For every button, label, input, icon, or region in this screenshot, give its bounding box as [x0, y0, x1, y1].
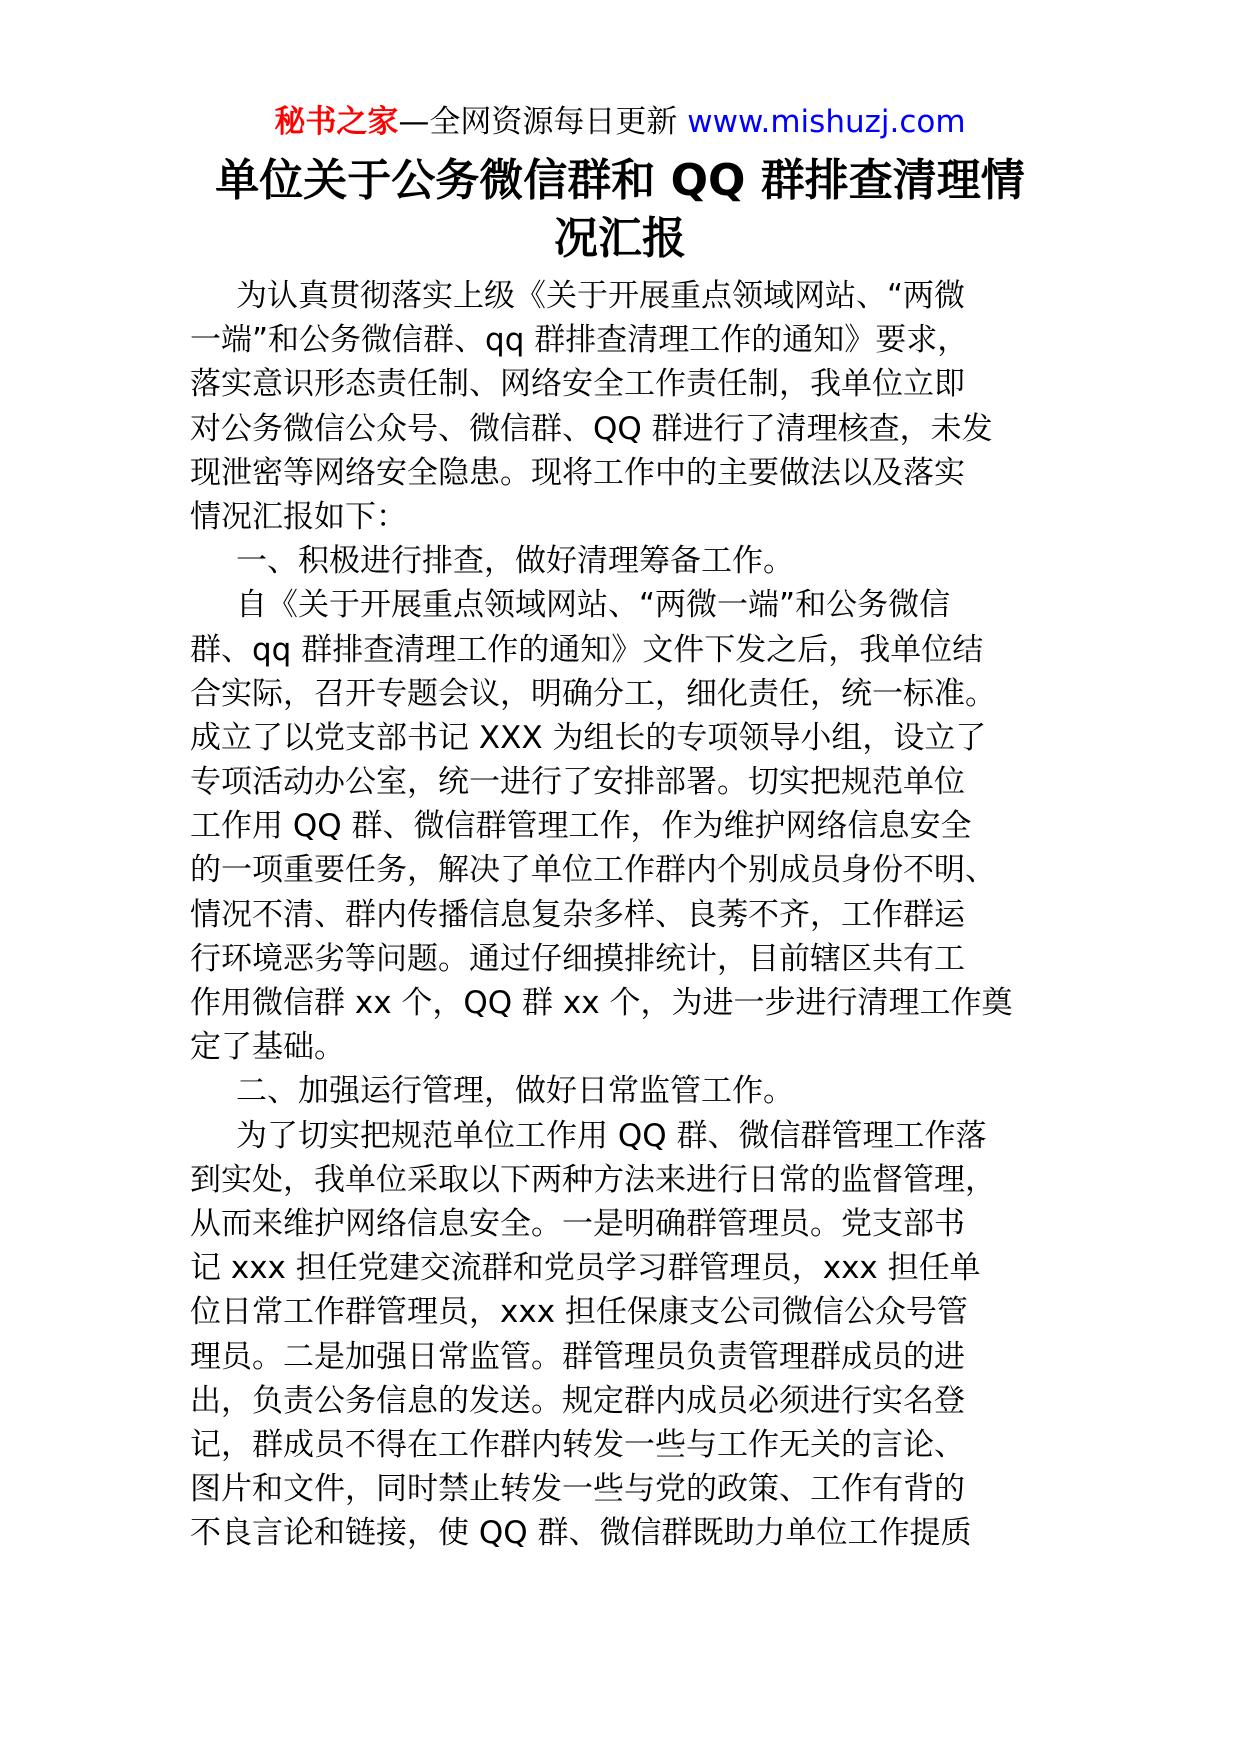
document-title	[190, 152, 1050, 268]
paragraph-line: 的一项重要任务，解决了单位工作群内个别成员身份不明、	[190, 852, 996, 889]
document-body	[190, 274, 1060, 1555]
paragraph-line: 记 xxx 担任党建交流群和党员学习群管理员，xxx 担任单	[190, 1250, 981, 1287]
paragraph-line: 对公务微信公众号、微信群、QQ 群进行了清理核查，未发	[190, 410, 993, 447]
paragraph-line: 出，负责公务信息的发送。规定群内成员必须进行实名登	[190, 1382, 965, 1419]
header-tagline: —全网资源每日更新	[398, 104, 688, 140]
section-heading-1: 一、积极进行排查，做好清理筹备工作。	[236, 543, 794, 580]
paragraph-line: 专项活动办公室，统一进行了安排部署。切实把规范单位	[190, 764, 965, 801]
paragraph-line: 不良言论和链接，使 QQ 群、微信群既助力单位工作提质	[190, 1515, 972, 1552]
paragraph-line: 记，群成员不得在工作群内转发一些与工作无关的言论、	[190, 1426, 965, 1463]
title-line-2: 况汇报	[554, 213, 686, 264]
site-header	[0, 100, 1240, 144]
section-heading-2: 二、加强运行管理，做好日常监管工作。	[236, 1073, 794, 1110]
title-line-1: 单位关于公务微信群和 QQ 群排查清理情	[215, 155, 1025, 206]
paragraph-line: 工作用 QQ 群、微信群管理工作，作为维护网络信息安全	[190, 808, 972, 845]
paragraph-line: 行环境恶劣等问题。通过仔细摸排统计，目前辖区共有工	[190, 940, 965, 977]
paragraph-line: 理员。二是加强日常监管。群管理员负责管理群成员的进	[190, 1338, 965, 1375]
paragraph-line: 到实处，我单位采取以下两种方法来进行日常的监督管理，	[190, 1161, 996, 1198]
paragraph-line: 图片和文件，同时禁止转发一些与党的政策、工作有背的	[190, 1471, 965, 1508]
paragraph-line: 一端”和公务微信群、qq 群排查清理工作的通知》要求，	[190, 322, 969, 359]
paragraph-line: 位日常工作群管理员，xxx 担任保康支公司微信公众号管	[190, 1294, 968, 1331]
paragraph-line: 情况不清、群内传播信息复杂多样、良莠不齐，工作群运	[190, 896, 965, 933]
brand-name: 秘书之家	[274, 104, 399, 140]
paragraph-line: 情况汇报如下：	[190, 498, 407, 535]
paragraph-line: 合实际，召开专题会议，明确分工，细化责任，统一标准。	[190, 675, 996, 712]
paragraph-line: 成立了以党支部书记 XXX 为组长的专项领导小组，设立了	[190, 719, 987, 756]
paragraph-line: 群、qq 群排查清理工作的通知》文件下发之后，我单位结	[190, 631, 984, 668]
paragraph-line: 落实意识形态责任制、网络安全工作责任制，我单位立即	[190, 366, 965, 403]
paragraph-line: 定了基础。	[190, 1029, 345, 1066]
paragraph-line: 从而来维护网络信息安全。一是明确群管理员。党支部书	[190, 1205, 965, 1242]
paragraph-line: 作用微信群 xx 个，QQ 群 xx 个，为进一步进行清理工作奠	[190, 985, 1013, 1021]
paragraph-line: 现泄密等网络安全隐患。现将工作中的主要做法以及落实	[190, 454, 965, 491]
paragraph-line: 为认真贯彻落实上级《关于开展重点领域网站、“两微	[236, 278, 966, 314]
site-url-link[interactable]: www.mishuzj.com	[687, 104, 966, 140]
paragraph-line: 为了切实把规范单位工作用 QQ 群、微信群管理工作落	[236, 1117, 987, 1154]
paragraph-line: 自《关于开展重点领域网站、“两微一端”和公务微信	[236, 587, 951, 624]
